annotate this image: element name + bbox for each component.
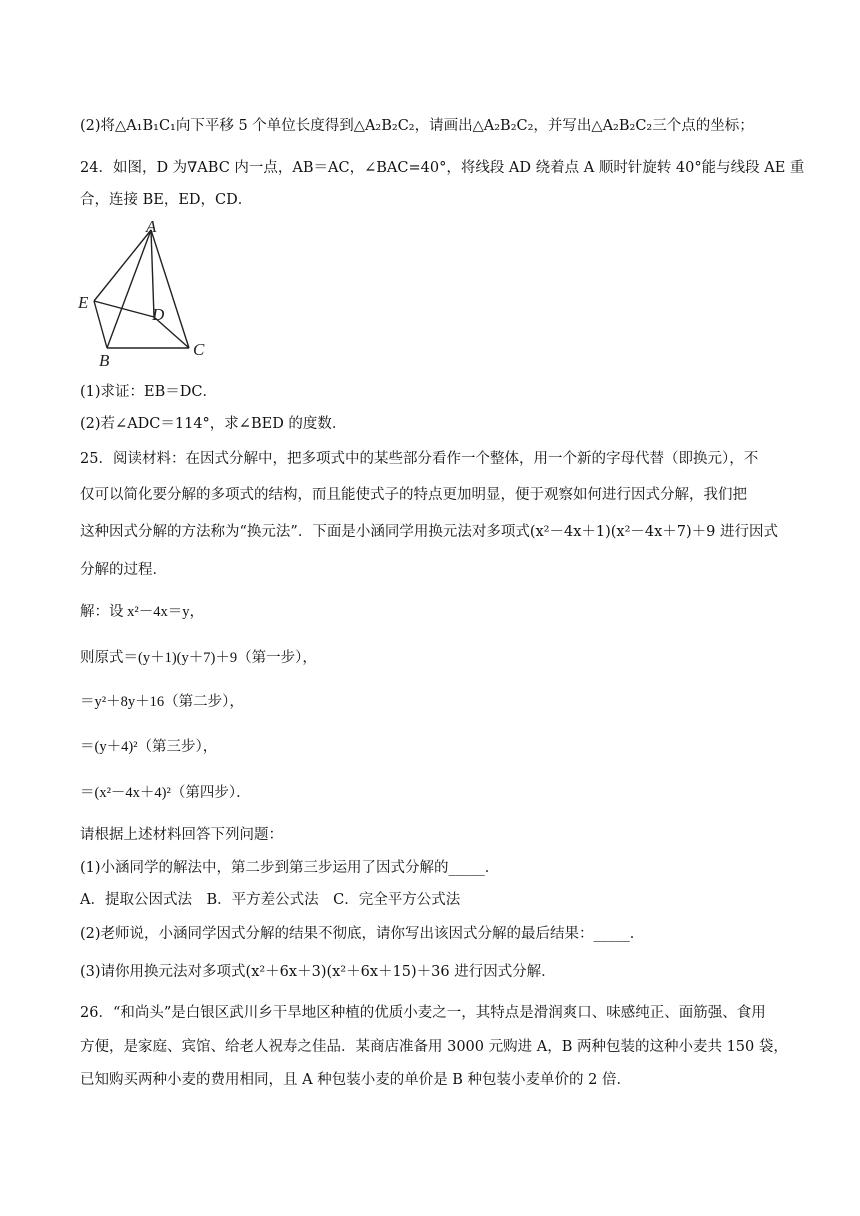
q25-stem-line1: 25．阅读材料：在因式分解中，把多项式中的某些部分看作一个整体，用一个新的字母代替（即换元），不	[80, 451, 759, 467]
q25-part3: (3)请你用换元法对多项式(x²＋6x＋3)(x²＋6x＋15)＋36 进行因式分解．	[80, 964, 556, 980]
q24-part2: (2)若∠ADC＝114°，求∠BED 的度数．	[80, 416, 347, 432]
segment-AE	[94, 230, 151, 301]
q25-instruction: 请根据上述材料回答下列问题：	[80, 827, 283, 843]
segment-AB	[107, 230, 151, 348]
triangle-figure	[74, 220, 214, 370]
q26-stem-line2: 方便，是家庭、宾馆、给老人祝寿之佳品．某商店准备用 3000 元购进 A，B 两种包装的这种小麦共 150 袋，	[80, 1039, 788, 1055]
solution-step3: ＝(y＋4)²（第三步），	[80, 739, 218, 755]
segment-EB	[94, 301, 107, 348]
q25-stem-line3: 这种因式分解的方法称为“换元法”．下面是小涵同学用换元法对多项式(x²－4x＋1)(x²－4x＋7)＋9 进行因式	[80, 524, 779, 540]
solution-step0: 解：设 x²－4x＝y，	[80, 604, 204, 620]
point-label-C: C	[193, 340, 205, 359]
q25-stem-line4: 分解的过程．	[80, 562, 167, 578]
q25-part2: (2)老师说，小涵同学因式分解的结果不彻底，请你写出该因式分解的最后结果：_____．	[80, 926, 645, 942]
solution-step4: ＝(x²－4x＋4)²（第四步）．	[80, 785, 251, 801]
solution-step1: 则原式＝(y＋1)(y＋7)＋9（第一步），	[80, 650, 317, 666]
q24-part1: (1)求证：EB＝DC．	[80, 384, 217, 400]
point-label-A: A	[146, 220, 157, 236]
q25-options: A．提取公因式法 B．平方差公式法 C．完全平方公式法	[80, 892, 461, 908]
q24-stem-line2: 合，连接 BE，ED，CD．	[80, 192, 253, 208]
q25-stem-line2: 仅可以简化要分解的多项式的结构，而且能使式子的特点更加明显，便于观察如何进行因式分解，我们把	[80, 487, 747, 503]
point-label-E: E	[78, 293, 89, 312]
point-label-B: B	[99, 351, 110, 370]
solution-step2: ＝y²＋8y＋16（第二步），	[80, 694, 244, 710]
segment-AD	[151, 230, 154, 317]
q25-part1: (1)小涵同学的解法中，第二步到第三步运用了因式分解的_____．	[80, 860, 500, 876]
q26-stem-line3: 已知购买两种小麦的费用相同，且 A 种包装小麦的单价是 B 种包装小麦单价的 2 倍．	[80, 1072, 632, 1088]
point-label-D: D	[152, 305, 165, 324]
q24-stem-line1: 24．如图，D 为∇ABC 内一点，AB＝AC，∠BAC=40°，将线段 AD 绕着点 A 顺时针旋转 40°能与线段 AE 重	[80, 160, 805, 176]
q26-stem-line1: 26．“和尚头”是白银区武川乡干旱地区种植的优质小麦之一，其特点是滑润爽口、味感纯正、面筋强、食用	[80, 1005, 766, 1021]
q23-part2-text: (2)将△A₁B₁C₁向下平移 5 个单位长度得到△A₂B₂C₂，请画出△A₂B₂C₂，并写出△A₂B₂C₂三个点的坐标；	[80, 118, 754, 134]
